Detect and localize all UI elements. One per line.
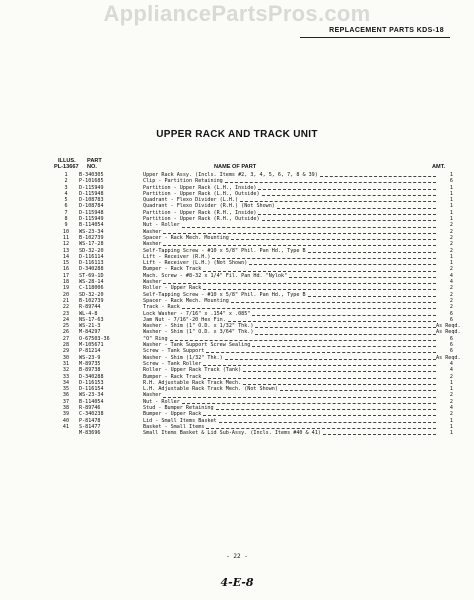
illus-number: 19 xyxy=(62,285,70,292)
amount: 1 xyxy=(449,216,453,223)
part-number: SD-32-20 xyxy=(79,247,104,254)
illus-number: 5 xyxy=(64,197,68,204)
illus-number: 2 xyxy=(64,178,68,185)
illus-number: 32 xyxy=(62,367,70,374)
illus-number: 28 xyxy=(62,342,70,349)
dotted-leader xyxy=(255,332,436,335)
dotted-leader xyxy=(249,262,436,265)
amount: 1 xyxy=(449,209,453,216)
part-number: M-105671 xyxy=(79,342,104,349)
dotted-leader xyxy=(163,243,436,246)
dotted-leader xyxy=(203,363,436,366)
illus-number: 40 xyxy=(62,417,70,424)
amount: 2 xyxy=(449,411,453,418)
part-name: Partition - Upper Rack (L.H., Outside) xyxy=(143,190,260,197)
dotted-leader xyxy=(225,180,436,183)
illus-number: 12 xyxy=(62,241,70,248)
dotted-leader xyxy=(163,231,436,234)
part-name-cell xyxy=(143,430,436,436)
illus-number: 34 xyxy=(62,379,70,386)
dotted-leader xyxy=(258,187,436,190)
part-number: WL-4-8 xyxy=(79,310,98,317)
dotted-leader xyxy=(262,193,436,196)
illus-number: 10 xyxy=(62,228,70,235)
part-number: D-340288 xyxy=(79,266,104,273)
dotted-leader xyxy=(243,369,436,372)
amount: 6 xyxy=(449,316,453,323)
part-name: Partition - Upper Rack (R.H., Inside) xyxy=(143,209,257,216)
amount: 1 xyxy=(449,203,453,210)
illus-number: 35 xyxy=(62,386,70,393)
part-number: C-118006 xyxy=(79,285,104,292)
part-number: S-81477 xyxy=(79,423,101,430)
dotted-leader xyxy=(206,426,436,429)
part-name: Lock Washer - 7/16" x .154" x .085" xyxy=(143,310,251,317)
part-name: Self-Tapping Screw - #10 x 5/8" Phil. Pan Hd., Type B xyxy=(143,247,306,254)
dotted-leader xyxy=(231,300,436,303)
part-name: Clip - Partition Retaining xyxy=(143,178,223,185)
col-part-1: PART xyxy=(87,158,102,164)
amount: 1 xyxy=(449,386,453,393)
dotted-leader xyxy=(262,218,436,221)
amount: 2 xyxy=(449,373,453,380)
dotted-leader xyxy=(216,407,436,410)
part-number: WS-23-34 xyxy=(79,228,104,235)
part-name: Lift - Receiver (R.H.) xyxy=(143,253,211,260)
dotted-leader xyxy=(308,294,436,297)
amount: 2 xyxy=(449,266,453,273)
parts-table-body xyxy=(53,172,461,437)
part-number: P-101685 xyxy=(79,178,104,185)
illus-number: 9 xyxy=(64,222,68,229)
dotted-leader xyxy=(289,275,436,278)
amount: 4 xyxy=(449,279,453,286)
illus-number: 21 xyxy=(62,297,70,304)
part-name: Track - Rack xyxy=(143,304,180,311)
amount: 1 xyxy=(449,172,453,178)
part-number: D-340288 xyxy=(79,373,104,380)
part-number: D-115948 xyxy=(79,190,104,197)
part-number: D-116153 xyxy=(79,379,104,386)
part-name: Self-Tapping Screw - #10 x 5/8" Phil. Pan Hd., Type B xyxy=(143,291,306,298)
dotted-leader xyxy=(320,174,436,177)
amount: 4 xyxy=(449,367,453,374)
amount: 1 xyxy=(449,190,453,197)
part-number: D-116113 xyxy=(79,260,104,267)
part-number: M-89735 xyxy=(79,360,101,367)
illus-number: 7 xyxy=(64,209,68,216)
part-name: Roller - Upper Rack Track (Tank) xyxy=(143,367,242,374)
part-name: Washer xyxy=(143,241,162,248)
part-name: Bumper - Upper Rack xyxy=(143,411,202,418)
amount: 1 xyxy=(449,379,453,386)
part-name: L.H. Adjustable Rack Track Mech. (Not Shown) xyxy=(143,386,278,393)
part-number: SD-32-20 xyxy=(79,291,104,298)
amount: 1 xyxy=(449,184,453,191)
dotted-leader xyxy=(182,401,436,404)
amount: 1 xyxy=(449,430,453,437)
dotted-leader xyxy=(170,338,436,341)
part-name: Small Items Basket & Lid Sub-Assy. (Incls. Items #40 & 41) xyxy=(143,430,321,437)
part-number: B-114054 xyxy=(79,398,104,405)
dotted-leader xyxy=(228,319,436,322)
dotted-leader xyxy=(225,357,436,360)
illus-number: 25 xyxy=(62,323,70,330)
page-title: UPPER RACK AND TRACK UNIT xyxy=(156,129,318,140)
amount: 1 xyxy=(449,417,453,424)
part-number: D-115949 xyxy=(79,216,104,223)
part-name: R.H. Adjustable Rack Track Mech. xyxy=(143,379,242,386)
amount: 6 xyxy=(449,335,453,342)
amount: 4 xyxy=(449,360,453,367)
amount: 2 xyxy=(449,285,453,292)
dotted-leader xyxy=(323,432,436,435)
part-name: Lift - Receiver (L.H.) (Not Shown) xyxy=(143,260,248,267)
part-name: Washer - Shim (1" O.D. x 3/64" Thk.) xyxy=(143,329,254,336)
part-number: D-115949 xyxy=(79,184,104,191)
illus-number: 8 xyxy=(64,216,68,223)
dotted-leader xyxy=(258,212,436,215)
page-number: - 22 - xyxy=(226,553,248,560)
illus-number: 31 xyxy=(62,360,70,367)
part-name: Screw - Tank Support xyxy=(143,348,205,355)
illus-number: 22 xyxy=(62,304,70,311)
dotted-leader xyxy=(219,420,436,423)
col-part-2: NO. xyxy=(87,164,97,170)
part-name: Jam Nut - 7/16"-20 Hex Fin. xyxy=(143,316,226,323)
part-name: Washer - Shim (1/32" Thk.) xyxy=(143,354,223,361)
amount: 6 xyxy=(449,310,453,317)
illus-number: 24 xyxy=(62,316,70,323)
header-label: REPLACEMENT PARTS KDS-18 xyxy=(329,27,444,34)
part-number: ST-69-1D xyxy=(79,272,104,279)
amount: 2 xyxy=(449,247,453,254)
illus-number: 14 xyxy=(62,253,70,260)
amount: As Reqd. xyxy=(436,323,461,330)
part-name: Mach. Screw - #8-32 x 1/4" Fil. Pan Hd. "Nylok" xyxy=(143,272,288,279)
amount: 2 xyxy=(449,228,453,235)
dotted-leader xyxy=(163,395,436,398)
part-number: WS-17-28 xyxy=(79,241,104,248)
part-name: Basket - Small Items xyxy=(143,423,205,430)
illus-number: 6 xyxy=(64,203,68,210)
illus-number: 17 xyxy=(62,272,70,279)
illus-number: 11 xyxy=(62,234,70,241)
part-number: C-340238 xyxy=(79,411,104,418)
illus-number: 20 xyxy=(62,291,70,298)
illus-number: 4 xyxy=(64,190,68,197)
part-name: Spacer - Rack Mech. Mounting xyxy=(143,297,229,304)
part-number: B-102739 xyxy=(79,234,104,241)
dotted-leader xyxy=(203,413,436,416)
illus-number: 1 xyxy=(64,172,68,178)
col-illus-2: PL-13667 xyxy=(54,164,79,170)
amount: 6 xyxy=(449,342,453,349)
illus-number: 39 xyxy=(62,411,70,418)
illus-number xyxy=(53,430,79,436)
part-number: M-84297 xyxy=(79,329,101,336)
illus-number: 37 xyxy=(62,398,70,405)
dotted-leader xyxy=(206,350,436,353)
part-number: WS-23-9 xyxy=(79,354,101,361)
part-number: B-340305 xyxy=(79,172,104,178)
part-name: Roller - Upper Rack xyxy=(143,285,202,292)
illus-number: 30 xyxy=(62,354,70,361)
dotted-leader xyxy=(308,250,436,253)
dotted-leader xyxy=(203,269,436,272)
dotted-leader xyxy=(277,206,436,209)
amount: 2 xyxy=(449,392,453,399)
dotted-leader xyxy=(203,287,436,290)
illus-number: 3 xyxy=(64,184,68,191)
part-name: Nut - Roller xyxy=(143,222,180,229)
dotted-leader xyxy=(280,388,436,391)
part-number: M-83696 xyxy=(79,430,101,437)
illus-number: 33 xyxy=(62,373,70,380)
part-number: R-89744 xyxy=(79,304,101,311)
amount: 2 xyxy=(449,398,453,405)
amount: 1 xyxy=(449,423,453,430)
illus-number: 36 xyxy=(62,392,70,399)
part-name: Washer xyxy=(143,279,162,286)
illus-number: 41 xyxy=(62,423,70,430)
part-number: P-81478 xyxy=(79,417,101,424)
dotted-leader xyxy=(203,376,436,379)
dotted-leader xyxy=(182,225,436,228)
part-name: Quadrant - Flexo Divider (L.H.) xyxy=(143,197,239,204)
illus-number: 23 xyxy=(62,310,70,317)
amount: 2 xyxy=(449,297,453,304)
table-row xyxy=(53,430,453,436)
part-number: B-89738 xyxy=(79,367,101,374)
illus-number: 26 xyxy=(62,329,70,336)
dotted-leader xyxy=(182,306,436,309)
part-number: D-108783 xyxy=(79,197,104,204)
illus-number: 27 xyxy=(62,335,70,342)
amount: 1 xyxy=(449,197,453,204)
amount: 1 xyxy=(449,253,453,260)
part-name: Spacer - Rack Mech. Mounting xyxy=(143,234,229,241)
header-rule xyxy=(300,37,450,38)
part-name: Washer xyxy=(143,228,162,235)
dotted-leader xyxy=(243,382,436,385)
handwritten-note: 4-E-8 xyxy=(220,576,254,589)
part-number: B-102739 xyxy=(79,297,104,304)
col-illus-1: ILLUS. xyxy=(58,158,76,164)
part-name: Lid - Small Items Basket xyxy=(143,417,217,424)
part-name: "O" Ring xyxy=(143,335,168,342)
dotted-leader xyxy=(255,325,436,328)
part-number: D-116114 xyxy=(79,253,104,260)
part-name: Bumper - Rack Track xyxy=(143,373,202,380)
col-name: NAME OF PART xyxy=(214,164,257,170)
illus-number: 29 xyxy=(62,348,70,355)
part-number: WS-21-3 xyxy=(79,323,101,330)
dotted-leader xyxy=(252,313,436,316)
amount: 2 xyxy=(449,304,453,311)
dotted-leader xyxy=(240,199,436,202)
part-name: Screw - Tank Roller xyxy=(143,360,202,367)
part-number: B-114054 xyxy=(79,222,104,229)
illus-number: 38 xyxy=(62,404,70,411)
col-amt: AMT. xyxy=(432,164,446,170)
part-number: D-108784 xyxy=(79,203,104,210)
amount: 2 xyxy=(449,291,453,298)
watermark: AppliancePartsPros.com xyxy=(103,1,371,26)
dotted-leader xyxy=(163,281,436,284)
part-number: WS-28-14 xyxy=(79,279,104,286)
part-number: WS-23-34 xyxy=(79,392,104,399)
illus-number: 18 xyxy=(62,279,70,286)
dotted-leader xyxy=(231,237,436,240)
part-number: P-81214 xyxy=(79,348,101,355)
amount: 6 xyxy=(449,178,453,185)
part-name: Bumper - Rack Track xyxy=(143,266,202,273)
amount: As Reqd. xyxy=(436,329,461,336)
part-number: D-116154 xyxy=(79,386,104,393)
part-number: D-115948 xyxy=(79,209,104,216)
amount: 4 xyxy=(449,272,453,279)
part-name: Nut - Roller xyxy=(143,398,180,405)
part-name: Washer - Shim (1" O.D. x 1/32" Thk.) xyxy=(143,323,254,330)
illus-number: 15 xyxy=(62,260,70,267)
amount: As Reqd. xyxy=(436,354,461,361)
amount: 2 xyxy=(449,241,453,248)
part-name: Stud - Bumper Retaining xyxy=(143,404,214,411)
dotted-leader xyxy=(212,256,436,259)
part-number: NS-17-63 xyxy=(79,316,104,323)
illus-number: 16 xyxy=(62,266,70,273)
part-name: Washer - Tank Support Screw Sealing xyxy=(143,342,251,349)
part-name: Partition - Upper Rack (L.H., Inside) xyxy=(143,184,257,191)
part-name: Partition - Upper Rack (R.H., Outside) xyxy=(143,216,260,223)
part-number: O-67503-36 xyxy=(79,335,110,342)
amount: 1 xyxy=(449,260,453,267)
amount: 2 xyxy=(449,222,453,229)
parts-table xyxy=(53,172,461,437)
amount: 4 xyxy=(449,404,453,411)
illus-number: 13 xyxy=(62,247,70,254)
dotted-leader xyxy=(252,344,436,347)
part-number: R-89746 xyxy=(79,404,101,411)
amount: 6 xyxy=(449,348,453,355)
part-name: Washer xyxy=(143,392,162,399)
part-name: Upper Rack Assy. (Incls. Items #2, 3, 4, 5, 6, 7, 8 & 39) xyxy=(143,172,318,178)
amount: 2 xyxy=(449,234,453,241)
part-name: Quadrant - Flexo Divider (R.H.) (Not Shown) xyxy=(143,203,275,210)
